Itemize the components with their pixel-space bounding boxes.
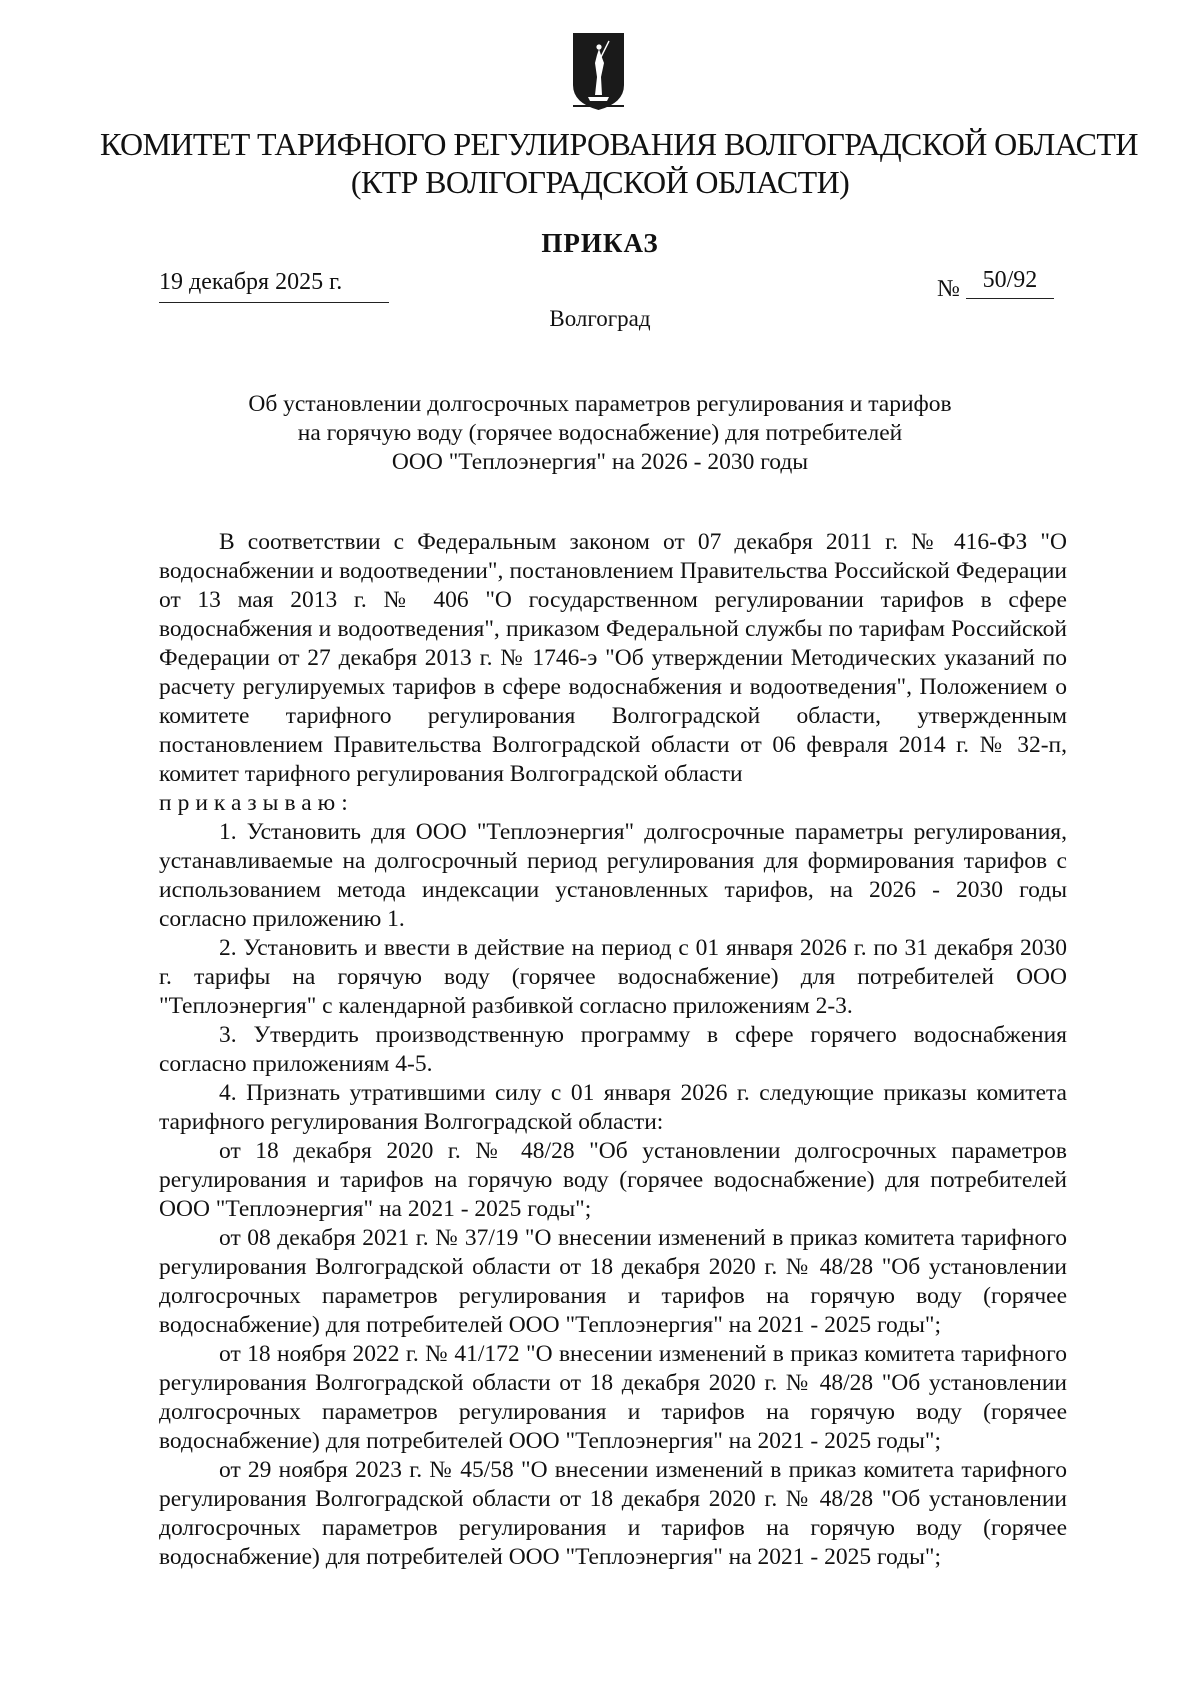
order-subject: [150, 390, 1050, 477]
volgograd-coat-of-arms-icon: [573, 33, 624, 110]
order-item: 4. Признать утратившими силу с 01 января 2026 г. следующие приказы комитета тарифного регулирования Волгоградской области:: [159, 1080, 1067, 1135]
order-body: [159, 528, 1067, 1572]
organization-abbreviation: (КТР ВОЛГОГРАДСКОЙ ОБЛАСТИ): [350, 164, 850, 200]
order-item: 3. Утвердить производственную программу в сфере горячего водоснабжения согласно приложениям 4-5.: [159, 1022, 1067, 1077]
repealed-order: от 18 ноября 2022 г. № 41/172 "О внесении изменений в приказ комитета тарифного регулирования Волгоградской области от 18 декабря 2020 г. № 48/28 "Об установлении долгосрочных параметров регулирования и тарифов на горячую воду (горячее водоснабжение) для потребителей ООО "Теплоэнергия" на 2021 - 2025 годы";: [159, 1341, 1067, 1454]
repealed-order: от 08 декабря 2021 г. № 37/19 "О внесении изменений в приказ комитета тарифного регулирования Волгоградской области от 18 декабря 2020 г. № 48/28 "Об установлении долгосрочных параметров регулирования и тарифов на горячую воду (горячее водоснабжение) для потребителей ООО "Теплоэнергия" на 2021 - 2025 годы";: [159, 1225, 1067, 1338]
order-number: 50/92: [966, 266, 1054, 299]
order-item: 1. Установить для ООО "Теплоэнергия" долгосрочные параметры регулирования, устанавливаемые на долгосрочный период регулирования для формирования тарифов с использованием метода индексации установленных тарифов, на 2026 - 2030 годы согласно приложению 1.: [159, 819, 1067, 932]
order-item: 2. Установить и ввести в действие на период с 01 января 2026 г. по 31 декабря 2030 г. тарифы на горячую воду (горячее водоснабжение) для потребителей ООО "Теплоэнергия" с календарной разбивкой согласно приложениям 2-3.: [159, 935, 1067, 1019]
subject-line: на горячую воду (горячее водоснабжение) для потребителей: [297, 420, 903, 446]
order-city: Волгоград: [549, 306, 651, 331]
repealed-order: от 18 декабря 2020 г. № 48/28 "Об установлении долгосрочных параметров регулирования и тарифов на горячую воду (горячее водоснабжение) для потребителей ООО "Теплоэнергия" на 2021 - 2025 годы";: [159, 1138, 1067, 1222]
repealed-order: от 29 ноября 2023 г. № 45/58 "О внесении изменений в приказ комитета тарифного регулирования Волгоградской области от 18 декабря 2020 г. № 48/28 "Об установлении долгосрочных параметров регулирования и тарифов на горячую воду (горячее водоснабжение) для потребителей ООО "Теплоэнергия" на 2021 - 2025 годы";: [159, 1457, 1067, 1570]
order-date: 19 декабря 2025 г.: [159, 268, 389, 303]
order-number-label: №: [937, 276, 960, 302]
document-type-title: ПРИКАЗ: [541, 228, 659, 258]
preamble-paragraph: В соответствии с Федеральным законом от 07 декабря 2011 г. № 416-ФЗ "О водоснабжении и водоотведении", постановлением Правительства Российской Федерации от 13 мая 2013 г. № 406 "О государственном регулировании тарифов в сфере водоснабжения и водоотведения", приказом Федеральной службы по тарифам Российской Федерации от 27 декабря 2013 г. № 1746-э "Об утверждении Методических указаний по расчету регулируемых тарифов в сфере водоснабжения и водоотведения", Положением о комитете тарифного регулирования Волгоградской области, утвержденным постановлением Правительства Волгоградской области от 06 февраля 2014 г. № 32-п, комитет тарифного регулирования Волгоградской области: [159, 529, 1067, 787]
organization-name: КОМИТЕТ ТАРИФНОГО РЕГУЛИРОВАНИЯ ВОЛГОГРАДСКОЙ ОБЛАСТИ: [100, 126, 1138, 162]
order-word: приказываю:: [159, 790, 354, 816]
subject-line: Об установлении долгосрочных параметров регулирования и тарифов: [248, 391, 952, 417]
subject-line: ООО "Теплоэнергия" на 2026 - 2030 годы: [391, 449, 809, 475]
order-number-field: [937, 267, 1054, 303]
